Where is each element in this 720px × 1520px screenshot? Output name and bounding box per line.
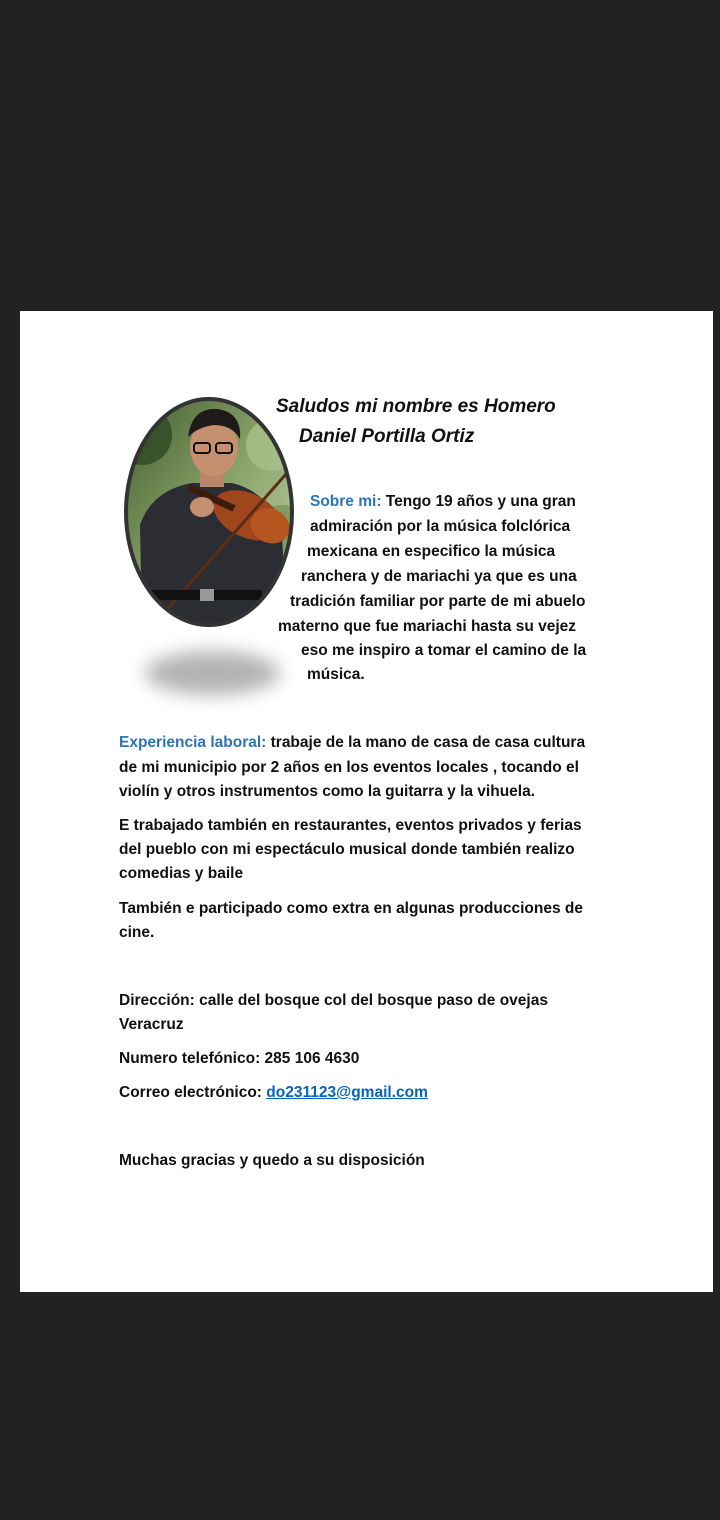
profile-photo	[122, 395, 296, 629]
experience-p2-line-2: del pueblo con mi espectáculo musical donde también realizo	[119, 841, 575, 858]
violinist-photo-icon	[122, 395, 296, 629]
title-line-2: Daniel Portilla Ortiz	[299, 426, 475, 447]
experience-p2-line-3: comedias y baile	[119, 865, 244, 882]
email-link[interactable]: do231123@gmail.com	[266, 1084, 428, 1101]
about-line-4: ranchera y de mariachi ya que es una	[301, 568, 577, 585]
experience-line-1: Experiencia laboral: trabaje de la mano de casa de casa cultura	[119, 734, 586, 751]
address-line-2: Veracruz	[119, 1016, 184, 1033]
about-line-1: Sobre mi: Tengo 19 años y una gran	[310, 493, 576, 510]
closing-text: Muchas gracias y quedo a su disposición	[119, 1152, 425, 1169]
about-line-3: mexicana en especifico la música	[307, 543, 556, 560]
about-line-7: eso me inspiro a tomar el camino de la	[301, 642, 587, 659]
photo-shadow	[145, 651, 280, 695]
about-line-6: materno que fue mariachi hasta su vejez	[278, 618, 577, 635]
experience-p3-line-1: También e participado como extra en algunas producciones de	[119, 900, 583, 917]
about-line-2: admiración por la música folclórica	[310, 518, 571, 535]
about-label: Sobre mi:	[310, 493, 382, 510]
document-page	[20, 311, 713, 1292]
email-label: Correo electrónico:	[119, 1084, 267, 1101]
about-line-5: tradición familiar por parte de mi abuelo	[290, 593, 586, 610]
about-line-8: música.	[307, 666, 365, 683]
experience-line-2: de mi municipio por 2 años en los eventos locales , tocando el	[119, 759, 579, 776]
experience-p2-line-1: E trabajado también en restaurantes, eventos privados y ferias	[119, 817, 582, 834]
title-line-1: Saludos mi nombre es Homero	[276, 396, 556, 417]
experience-line-3: violín y otros instrumentos como la guitarra y la vihuela.	[119, 783, 536, 800]
address-line-1: Dirección: calle del bosque col del bosque paso de ovejas	[119, 992, 548, 1009]
phone-text: Numero telefónico: 285 106 4630	[119, 1050, 360, 1067]
email-line	[119, 1081, 428, 1105]
experience-label: Experiencia laboral:	[119, 734, 267, 751]
experience-p3-line-2: cine.	[119, 924, 155, 941]
